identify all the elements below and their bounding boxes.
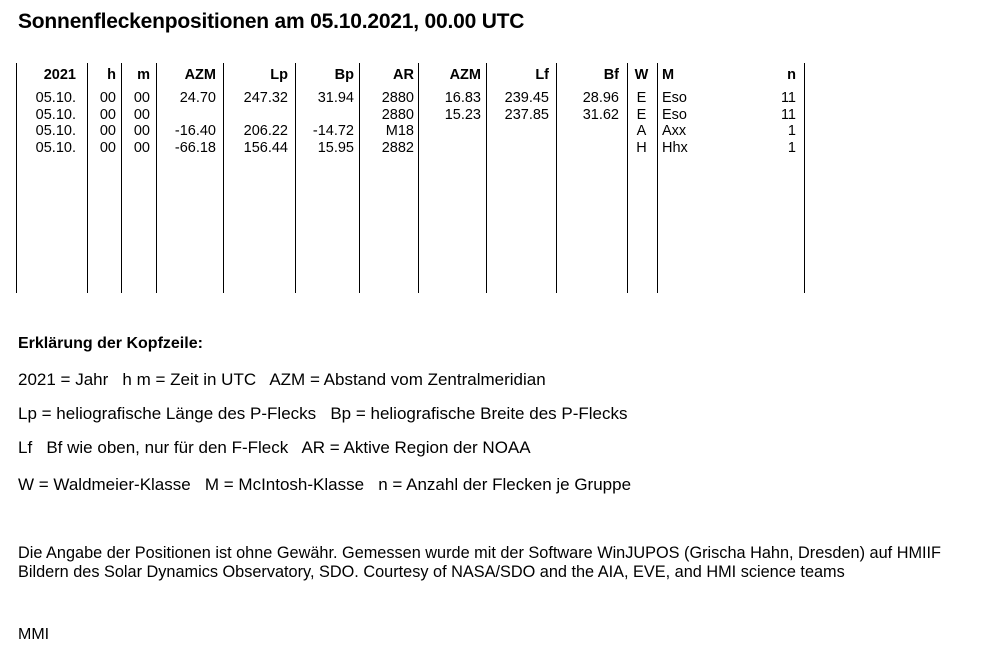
- column-divider: [486, 63, 487, 293]
- cell-ar: 2880: [381, 90, 414, 106]
- cell-azm-p: -16.40: [174, 123, 216, 139]
- cell-ar: 2880: [381, 106, 414, 123]
- legend-heading: Erklärung der Kopfzeile:: [18, 335, 203, 352]
- header-lf: Lf: [535, 67, 549, 83]
- legend-line: 2021 = Jahr h m = Zeit in UTC AZM = Abstand vom Zentralmeridian: [18, 370, 546, 389]
- cell-n: 1: [787, 139, 796, 156]
- cell-m: Eso: [662, 90, 687, 106]
- cell-azm-p: 24.70: [179, 90, 216, 106]
- cell-w: A: [636, 123, 647, 139]
- cell-w: E: [636, 106, 647, 123]
- cell-bf: 28.96: [582, 90, 619, 106]
- cell-m: Axx: [662, 123, 687, 139]
- cell-ar: 2882: [381, 139, 414, 156]
- header-lp: Lp: [270, 67, 288, 83]
- header-azm-f: AZM: [449, 67, 481, 83]
- column-divider: [657, 63, 658, 293]
- cell-lp: 247.32: [243, 90, 288, 106]
- sunspot-table: [0, 0, 996, 300]
- cell-w: E: [636, 90, 647, 106]
- column-divider: [418, 63, 419, 293]
- cell-minute: 00: [133, 106, 150, 123]
- legend-line: Lf Bf wie oben, nur für den F-Fleck AR = Aktive Region der NOAA: [18, 438, 531, 457]
- cell-year-date: 05.10.: [35, 123, 76, 139]
- cell-lp: 206.22: [243, 123, 288, 139]
- cell-azm-f: 15.23: [444, 106, 481, 123]
- cell-bp: 31.94: [317, 90, 354, 106]
- cell-hour: 00: [99, 106, 116, 123]
- cell-bp: 15.95: [317, 139, 354, 156]
- column-divider: [156, 63, 157, 293]
- cell-azm-p: -66.18: [174, 139, 216, 156]
- header-bp: Bp: [334, 67, 354, 83]
- cell-lp: 156.44: [243, 139, 288, 156]
- cell-azm-f: 16.83: [444, 90, 481, 106]
- header-m: M: [662, 67, 675, 83]
- legend-line: W = Waldmeier-Klasse M = McIntosh-Klasse n = Anzahl der Flecken je Gruppe: [18, 475, 632, 494]
- cell-lf: 237.85: [504, 106, 549, 123]
- signature: MMI: [18, 626, 50, 643]
- legend-line: Lp = heliografische Länge des P-Flecks Bp = heliografische Breite des P-Flecks: [18, 404, 628, 423]
- cell-bf: 31.62: [582, 106, 619, 123]
- cell-minute: 00: [133, 123, 150, 139]
- header-year-date: 2021: [43, 67, 76, 83]
- page-title: Sonnenfleckenpositionen am 05.10.2021, 00.00 UTC: [18, 10, 525, 33]
- column-divider: [359, 63, 360, 293]
- header-hour: h: [107, 67, 116, 83]
- header-minute: m: [137, 67, 150, 83]
- column-divider: [556, 63, 557, 293]
- cell-lf: 239.45: [504, 90, 549, 106]
- cell-hour: 00: [99, 139, 116, 156]
- cell-bp: -14.72: [312, 123, 354, 139]
- cell-year-date: 05.10.: [35, 106, 76, 123]
- cell-hour: 00: [99, 90, 116, 106]
- header-bf: Bf: [603, 67, 619, 83]
- header-w: W: [634, 67, 649, 83]
- column-divider: [804, 63, 805, 293]
- disclaimer-text: Die Angabe der Positionen ist ohne Gewähr. Gemessen wurde mit der Software WinJUPOS (Grischa Hahn, Dresden) auf HMIIF Bildern des Solar Dynamics Observatory, SDO. Courtesy of NASA/SDO and the AIA, EVE, and HMI science teams: [18, 544, 942, 581]
- cell-year-date: 05.10.: [35, 90, 76, 106]
- cell-w: H: [636, 139, 647, 156]
- cell-n: 11: [780, 106, 796, 123]
- cell-m: Hhx: [662, 139, 688, 156]
- cell-ar: M18: [385, 123, 414, 139]
- column-divider: [87, 63, 88, 293]
- header-azm-p: AZM: [184, 67, 216, 83]
- column-divider: [295, 63, 296, 293]
- cell-m: Eso: [662, 106, 687, 123]
- cell-year-date: 05.10.: [35, 139, 76, 156]
- column-divider: [627, 63, 628, 293]
- cell-minute: 00: [133, 90, 150, 106]
- header-n: n: [787, 67, 796, 83]
- cell-n: 11: [780, 90, 796, 106]
- cell-n: 1: [787, 123, 796, 139]
- column-divider: [16, 63, 17, 293]
- column-divider: [121, 63, 122, 293]
- cell-hour: 00: [99, 123, 116, 139]
- column-divider: [223, 63, 224, 293]
- cell-minute: 00: [133, 139, 150, 156]
- header-ar: AR: [393, 67, 414, 83]
